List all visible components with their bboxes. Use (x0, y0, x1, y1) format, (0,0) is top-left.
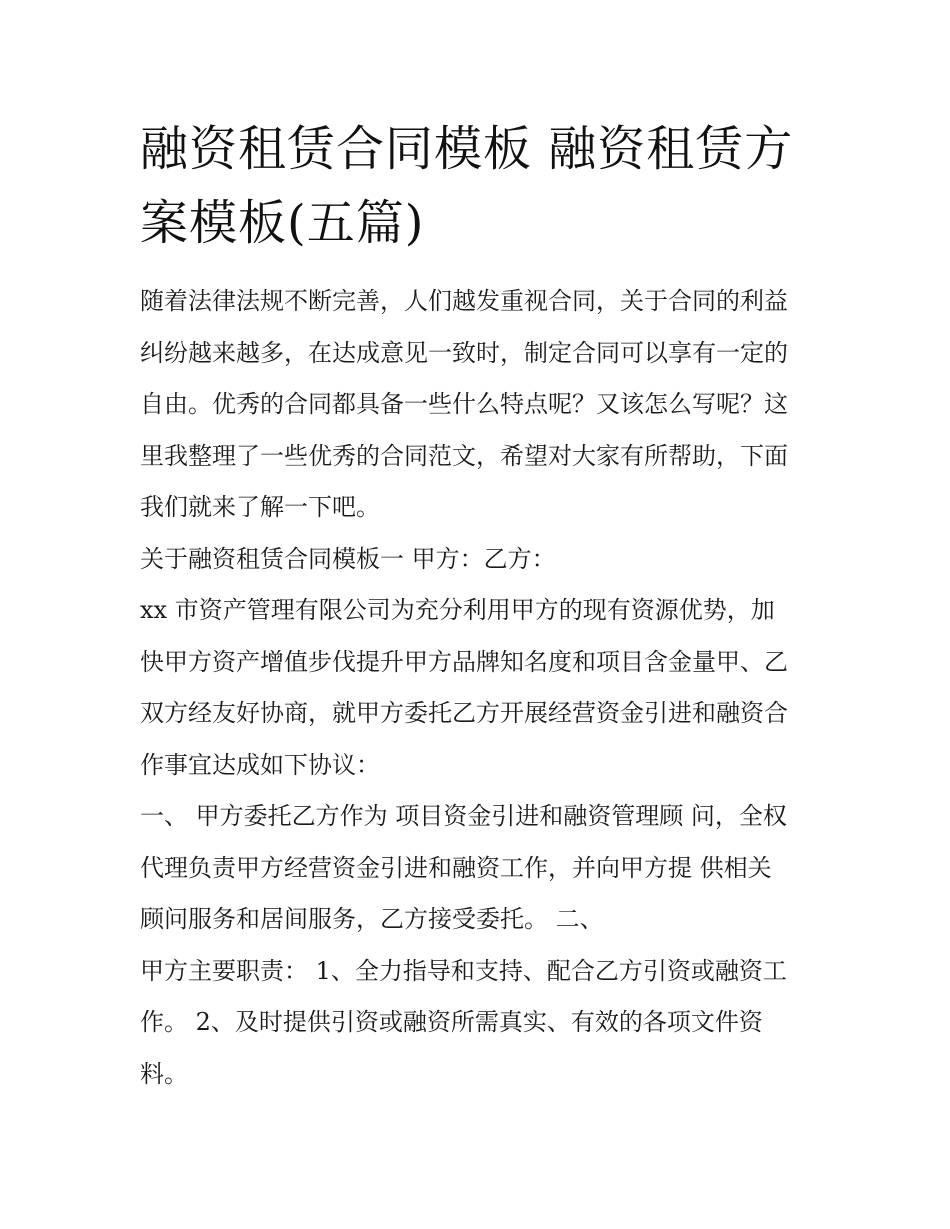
body-line: 甲方主要职责： 1、全力指导和支持、配合乙方引资或融资工 (140, 956, 787, 985)
body-line: 关于融资租赁合同模板一 甲方：乙方： (140, 544, 556, 573)
body-line: 作事宜达成如下协议： (140, 750, 380, 779)
document-body (140, 276, 820, 1100)
body-line: 料。 (140, 1059, 188, 1088)
body-line: 顾问服务和居间服务，乙方接受委托。 二、 (140, 905, 604, 933)
title-line: 融资租赁合同模板 融资租赁方 (140, 121, 794, 177)
body-line: 我们就来了解一下吧。 (140, 493, 380, 521)
body-line: 代理负责甲方经营资金引进和融资工作，并向甲方提 供相关 (140, 853, 772, 882)
body-line: 纠纷越来越多，在达成意见一致时，制定合同可以享有一定的 (140, 338, 788, 367)
body-line: xx 市资产管理有限公司为充分利用甲方的现有资源优势，加 (140, 596, 775, 624)
body-line: 作。 2、及时提供引资或融资所需真实、有效的各项文件资 (140, 1008, 763, 1036)
body-line: 一、 甲方委托乙方作为 项目资金引进和融资管理顾 问，全权 (140, 802, 787, 830)
body-line: 快甲方资产增值步伐提升甲方品牌知名度和项目含金量甲、乙 (140, 647, 788, 676)
title-line: 案模板(五篇) (140, 195, 425, 251)
body-line: 里我整理了一些优秀的合同范文，希望对大家有所帮助，下面 (140, 441, 788, 470)
body-line: 自由。优秀的合同都具备一些什么特点呢？又该怎么写呢？这 (140, 390, 788, 418)
body-line: 双方经友好协商，就甲方委托乙方开展经营资金引进和融资合 (140, 699, 788, 727)
document-title (140, 112, 820, 260)
body-line: 随着法律法规不断完善，人们越发重视合同，关于合同的利益 (140, 287, 788, 315)
